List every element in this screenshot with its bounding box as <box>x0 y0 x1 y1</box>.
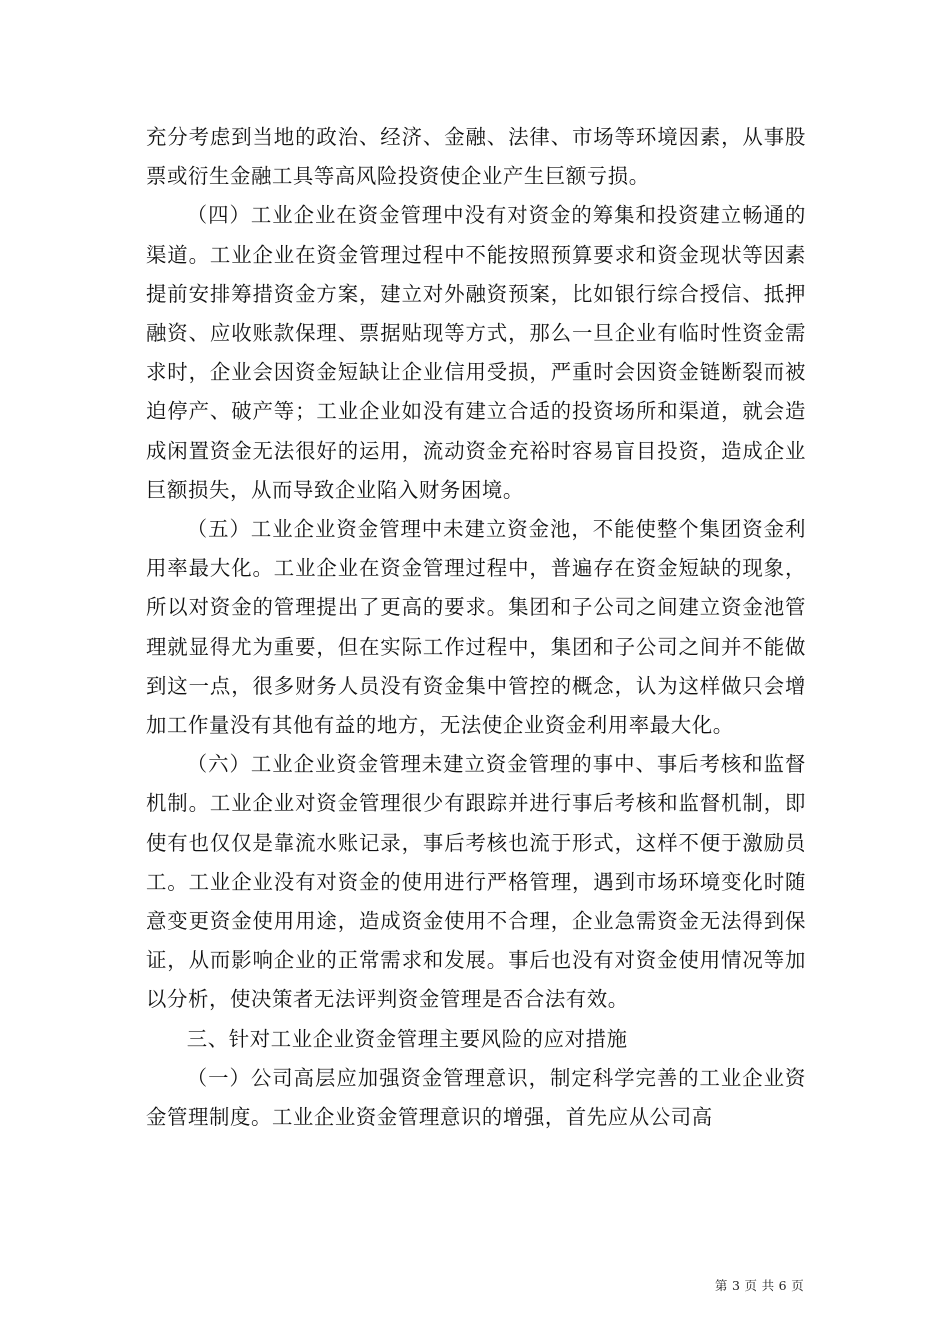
paragraph-section-5: （五）工业企业资金管理中未建立资金池，不能使整个集团资金利用率最大化。工业企业在资金管理过程中，普遍存在资金短缺的现象，所以对资金的管理提出了更高的要求。集团和子公司之间建立资金池管理就显得尤为重要，但在实际工作过程中，集团和子公司之间并不能做到这一点，很多财务人员没有资金集中管控的概念，认为这样做只会增加工作量没有其他有益的地方，无法使企业资金利用率最大化。 <box>146 517 806 738</box>
paragraph-section-4: （四）工业企业在资金管理中没有对资金的筹集和投资建立畅通的渠道。工业企业在资金管理过程中不能按照预算要求和资金现状等因素提前安排筹措资金方案，建立对外融资预案，比如银行综合授信、抵押融资、应收账款保理、票据贴现等方式，那么一旦企业有临时性资金需求时，企业会因资金短缺让企业信用受损，严重时会因资金链断裂而被迫停产、破产等；工业企业如没有建立合适的投资场所和渠道，就会造成闲置资金无法很好的运用，流动资金充裕时容易盲目投资，造成企业巨额损失，从而导致企业陷入财务困境。 <box>146 203 806 502</box>
page-number-footer: 第 3 页 共 6 页 <box>714 1278 804 1293</box>
paragraph-continuation: 充分考虑到当地的政治、经济、金融、法律、市场等环境因素，从事股票或衍生金融工具等高风险投资使企业产生巨额亏损。 <box>146 125 806 189</box>
section-heading-3: 三、针对工业企业资金管理主要风险的应对措施 <box>186 1026 628 1051</box>
document-body <box>146 118 806 1137</box>
paragraph-measure-1: （一）公司高层应加强资金管理意识，制定科学完善的工业企业资金管理制度。工业企业资金管理意识的增强，首先应从公司高 <box>146 1065 806 1130</box>
paragraph-section-6: （六）工业企业资金管理未建立资金管理的事中、事后考核和监督机制。工业企业对资金管理很少有跟踪并进行事后考核和监督机制，即使有也仅仅是靠流水账记录，事后考核也流于形式，这样不便于激励员工。工业企业没有对资金的使用进行严格管理，遇到市场环境变化时随意变更资金使用用途，造成资金使用不合理，企业急需资金无法得到保证，从而影响企业的正常需求和发展。事后也没有对资金使用情况等加以分析，使决策者无法评判资金管理是否合法有效。 <box>146 752 806 1012</box>
